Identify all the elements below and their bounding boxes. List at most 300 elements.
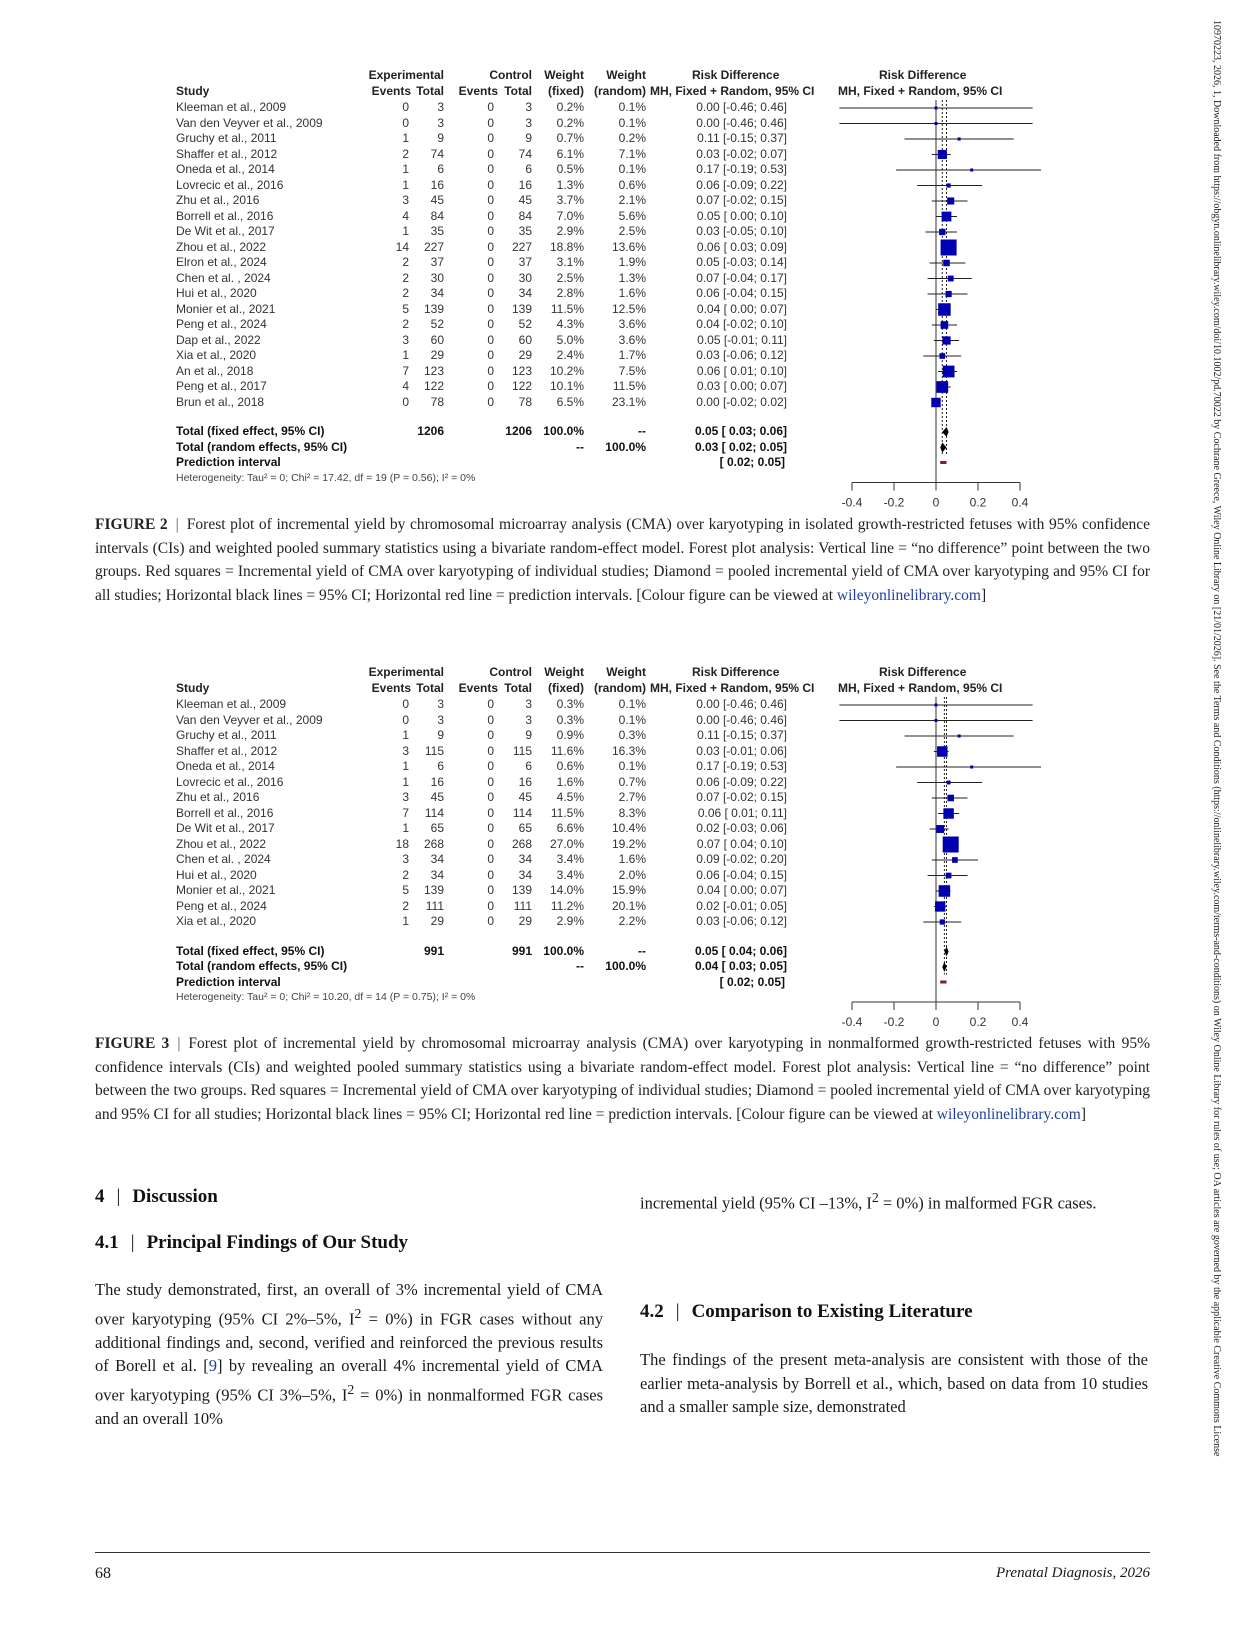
header-fixed: (fixed) (548, 84, 584, 98)
random-weight-fixed: -- (576, 959, 584, 973)
control-events: 0 (487, 790, 494, 804)
study-name: Zhu et al., 2016 (176, 790, 260, 804)
experimental-events: 0 (402, 394, 409, 409)
experimental-total: 16 (430, 177, 444, 192)
risk-difference: 0.00 [-0.46; 0.46] (696, 712, 787, 727)
risk-difference: 0.04 [-0.02; 0.10] (696, 317, 787, 331)
caption-separator: | (175, 516, 179, 533)
study-name: Lovrecic et al., 2016 (176, 774, 284, 789)
experimental-total: 3 (437, 712, 444, 727)
total-control: 1206 (505, 424, 532, 438)
study-name: Gruchy et al., 2011 (176, 728, 277, 742)
control-events: 0 (487, 162, 494, 176)
experimental-events: 1 (402, 162, 409, 176)
control-events: 0 (487, 394, 494, 409)
experimental-events: 3 (402, 852, 409, 866)
risk-difference: 0.11 [-0.15; 0.37] (697, 728, 787, 742)
weight-fixed: 2.5% (556, 270, 584, 285)
weight-random: 2.7% (618, 790, 646, 804)
weight-fixed: 6.1% (556, 146, 584, 161)
weight-fixed: 10.1% (549, 379, 584, 393)
weight-random: 0.2% (618, 131, 646, 145)
control-events: 0 (487, 898, 494, 913)
experimental-total: 123 (423, 363, 444, 378)
control-events: 0 (487, 146, 494, 161)
control-total: 9 (525, 131, 532, 145)
header-weight-fixed: Weight (544, 68, 584, 82)
control-events: 0 (487, 759, 494, 773)
random-weight-random: 100.0% (605, 959, 646, 973)
study-name: Kleeman et al., 2009 (176, 697, 287, 711)
control-total: 9 (525, 728, 532, 742)
study-name: Oneda et al., 2014 (176, 162, 275, 176)
risk-difference: 0.03 [-0.05; 0.10] (696, 224, 787, 238)
study-name: Oneda et al., 2014 (176, 759, 275, 773)
experimental-events: 1 (402, 728, 409, 742)
experimental-events: 1 (402, 131, 409, 145)
weight-random: 0.1% (618, 162, 646, 176)
total-control: 991 (511, 943, 532, 958)
header-rd-plot-method: MH, Fixed + Random, 95% CI (838, 681, 1003, 695)
weight-fixed: 11.5% (550, 805, 584, 820)
header-rd-plot-method: MH, Fixed + Random, 95% CI (838, 84, 1003, 98)
header-total-control: Total (504, 681, 532, 695)
risk-difference: 0.06 [-0.04; 0.15] (696, 286, 787, 300)
weight-random: 23.1% (611, 394, 646, 409)
weight-random: 0.3% (618, 728, 646, 742)
header-events: Events (371, 84, 411, 98)
heterogeneity-stats: Heterogeneity: Tau² = 0; Chi² = 17.42, df = 19 (P = 0.56); I² = 0% (176, 471, 476, 484)
control-events: 0 (487, 208, 494, 223)
experimental-events: 7 (402, 805, 409, 820)
experimental-events: 3 (402, 193, 409, 207)
weight-random: 3.6% (618, 317, 646, 331)
risk-difference: 0.03 [ 0.00; 0.07] (696, 379, 787, 393)
control-total: 115 (512, 743, 532, 758)
weight-fixed: 0.3% (556, 712, 584, 727)
control-total: 29 (518, 348, 532, 362)
experimental-events: 3 (402, 332, 409, 347)
prediction-interval-value: [ 0.02; 0.05] (719, 455, 785, 469)
study-name: Kleeman et al., 2009 (176, 100, 287, 114)
forest-plot-graphic (172, 68, 1052, 513)
risk-difference: 0.04 [ 0.00; 0.07] (696, 883, 787, 897)
experimental-total: 3 (437, 115, 444, 130)
weight-random: 5.6% (618, 208, 646, 223)
experimental-events: 7 (402, 363, 409, 378)
svg-text:-0.2: -0.2 (883, 1015, 905, 1029)
weight-random: 2.5% (618, 224, 646, 238)
svg-text:0.2: 0.2 (969, 1015, 987, 1029)
experimental-total: 9 (437, 728, 444, 742)
weight-fixed: 0.3% (556, 697, 584, 711)
section-4-1-paragraph: The study demonstrated, first, an overall of 3% incremental yield of CMA over karyotyping (95% CI 2%–5%, $I^2 = 0\%$) in FGR cases without any additional findings and, second, verified and reinforced the previous results of Borell et al. [9] by revealing an overall 4% incremental yield of CMA over karyotyping (95% CI 3%–5%, $I^2 = 0\%$) in nonmalformed FGR cases and an overall 10% (95, 1280, 603, 1428)
experimental-events: 0 (402, 712, 409, 727)
reference-link-9[interactable]: 9 (208, 1356, 218, 1375)
experimental-total: 34 (430, 852, 444, 866)
header-study: Study (176, 681, 210, 695)
weight-random: 0.1% (618, 759, 646, 773)
control-events: 0 (487, 728, 494, 742)
wiley-link[interactable]: wileyonlinelibrary.com (936, 1105, 1081, 1123)
header-fixed: (fixed) (548, 681, 584, 695)
experimental-total: 45 (430, 790, 444, 804)
experimental-events: 0 (402, 115, 409, 130)
study-name: Borrell et al., 2016 (176, 208, 274, 223)
control-events: 0 (487, 852, 494, 866)
header-experimental: Experimental (368, 68, 444, 82)
study-name: De Wit et al., 2017 (176, 821, 275, 835)
experimental-events: 1 (402, 224, 409, 238)
experimental-total: 60 (430, 332, 444, 347)
study-name: De Wit et al., 2017 (176, 224, 275, 238)
risk-difference: 0.03 [-0.01; 0.06] (696, 743, 787, 758)
header-experimental: Experimental (368, 665, 444, 679)
risk-difference: 0.02 [-0.03; 0.06] (696, 821, 787, 835)
wiley-link[interactable]: wileyonlinelibrary.com (836, 586, 981, 604)
header-control: Control (489, 665, 532, 679)
experimental-total: 114 (424, 805, 444, 820)
section-4-1-paragraph-continued: incremental yield (95% CI –13%, $I^2 = 0\%$) in malformed FGR cases. (640, 1190, 1097, 1213)
weight-random: 1.3% (618, 270, 646, 285)
experimental-total: 3 (437, 697, 444, 711)
control-total: 6 (525, 162, 532, 176)
experimental-events: 1 (402, 177, 409, 192)
control-events: 0 (487, 193, 494, 207)
control-total: 29 (518, 914, 532, 928)
control-events: 0 (487, 774, 494, 789)
weight-fixed: 1.3% (556, 177, 584, 192)
prediction-interval-value: [ 0.02; 0.05] (719, 974, 785, 989)
svg-text:-0.4: -0.4 (841, 495, 863, 510)
control-events: 0 (487, 332, 494, 347)
weight-random: 0.1% (618, 100, 646, 114)
experimental-events: 1 (402, 914, 409, 928)
page-number: 68 (95, 1565, 111, 1582)
total-weight-fixed: 100.0% (543, 424, 584, 438)
control-total: 6 (525, 759, 532, 773)
risk-difference: 0.17 [-0.19; 0.53] (696, 759, 787, 773)
weight-fixed: 11.6% (550, 743, 584, 758)
control-total: 34 (518, 867, 532, 882)
study-name: Gruchy et al., 2011 (176, 131, 277, 145)
svg-text:0: 0 (932, 1015, 940, 1029)
experimental-events: 2 (402, 867, 409, 882)
weight-random: 1.6% (618, 286, 646, 300)
control-total: 78 (518, 394, 532, 409)
experimental-events: 1 (402, 774, 409, 789)
svg-text:0.4: 0.4 (1011, 495, 1029, 510)
weight-fixed: 0.6% (556, 759, 584, 773)
experimental-events: 2 (402, 898, 409, 913)
header-total-control: Total (504, 84, 532, 98)
risk-difference: 0.05 [ 0.00; 0.10] (696, 208, 787, 223)
weight-fixed: 1.6% (556, 774, 584, 789)
svg-text:-0.4: -0.4 (841, 1015, 863, 1029)
weight-random: 1.6% (618, 852, 646, 866)
svg-text:0.4: 0.4 (1011, 1015, 1029, 1029)
control-total: 114 (512, 805, 532, 820)
experimental-events: 3 (402, 790, 409, 804)
control-events: 0 (487, 131, 494, 145)
weight-random: 0.1% (618, 697, 646, 711)
weight-fixed: 2.8% (556, 286, 584, 300)
control-total: 3 (525, 100, 532, 114)
control-total: 34 (518, 852, 532, 866)
experimental-total: 9 (437, 131, 444, 145)
experimental-events: 3 (402, 743, 409, 758)
header-random: (random) (594, 681, 646, 695)
weight-random: 3.6% (618, 332, 646, 347)
control-total: 84 (518, 208, 532, 223)
study-name: Brun et al., 2018 (176, 394, 265, 409)
weight-fixed: 7.0% (556, 208, 584, 223)
experimental-events: 4 (402, 208, 409, 223)
risk-difference: 0.07 [-0.02; 0.15] (696, 790, 787, 804)
experimental-total: 115 (424, 743, 444, 758)
weight-random: 1.7% (618, 348, 646, 362)
weight-fixed: 3.4% (556, 852, 584, 866)
study-name: Zhou et al., 2022 (176, 836, 267, 851)
weight-fixed: 6.6% (556, 821, 584, 835)
risk-difference: 0.05 [-0.01; 0.11] (697, 332, 787, 347)
control-total: 139 (511, 883, 532, 897)
weight-random: 11.5% (612, 379, 646, 393)
experimental-total: 45 (430, 193, 444, 207)
weight-fixed: 11.2% (550, 898, 584, 913)
download-notice: 10970223, 2026, 1, Downloaded from https://obgyn.onlinelibrary.wiley.com/doi/10.1002/pd.70022 by Cochrane Greece, Wiley Online Library on [21/01/2026]. See the Terms and Conditions (https://onlinelibrary.wiley.com/terms-and-conditions) on Wiley Online Library for rules of use; OA articles are governed by the applicable Creative Commons License (1211, 20, 1222, 1457)
risk-difference: 0.00 [-0.02; 0.02] (696, 394, 787, 409)
random-weight-fixed: -- (576, 439, 584, 454)
weight-random: 0.1% (618, 115, 646, 130)
weight-random: 15.9% (611, 883, 646, 897)
weight-fixed: 0.2% (556, 100, 584, 114)
risk-difference: 0.03 [-0.06; 0.12] (696, 914, 787, 928)
total-fixed-label: Total (fixed effect, 95% CI) (176, 943, 325, 958)
control-total: 52 (518, 317, 532, 331)
section-4-2-paragraph: The findings of the present meta-analysis are consistent with those of the earlier meta-analysis by Borrell et al., which, based on data from 10 studies and a smaller sample size, demonstrated (640, 1350, 1148, 1416)
weight-random: 13.6% (611, 239, 646, 254)
risk-difference: 0.06 [ 0.01; 0.11] (697, 805, 787, 820)
total-random-label: Total (random effects, 95% CI) (176, 959, 348, 973)
control-total: 30 (518, 270, 532, 285)
weight-random: 2.1% (618, 193, 646, 207)
risk-difference: 0.07 [-0.04; 0.17] (696, 270, 787, 285)
header-rd-method: MH, Fixed + Random, 95% CI (650, 84, 815, 98)
control-events: 0 (487, 836, 494, 851)
total-random-label: Total (random effects, 95% CI) (176, 439, 348, 454)
control-events: 0 (487, 317, 494, 331)
experimental-events: 5 (402, 883, 409, 897)
control-total: 111 (513, 898, 532, 913)
section-4-1-heading: 4.1 | Principal Findings of Our Study (95, 1232, 409, 1253)
experimental-total: 29 (430, 348, 444, 362)
study-name: Hui et al., 2020 (176, 286, 257, 300)
experimental-events: 0 (402, 697, 409, 711)
risk-difference: 0.03 [-0.06; 0.12] (696, 348, 787, 362)
total-weight-random: -- (638, 943, 646, 958)
control-events: 0 (487, 867, 494, 882)
control-events: 0 (487, 286, 494, 300)
control-events: 0 (487, 177, 494, 192)
control-events: 0 (487, 805, 494, 820)
total-weight-random: -- (638, 424, 646, 438)
experimental-total: 3 (437, 100, 444, 114)
control-events: 0 (487, 115, 494, 130)
header-events: Events (371, 681, 411, 695)
experimental-events: 2 (402, 146, 409, 161)
risk-difference: 0.06 [ 0.01; 0.10] (696, 363, 787, 378)
study-name: An et al., 2018 (176, 363, 254, 378)
study-name: Xia et al., 2020 (176, 914, 257, 928)
control-events: 0 (487, 363, 494, 378)
header-study: Study (176, 84, 210, 98)
study-name: Xia et al., 2020 (176, 348, 257, 362)
experimental-events: 5 (402, 301, 409, 316)
header-random: (random) (594, 84, 646, 98)
weight-fixed: 2.4% (556, 348, 584, 362)
header-risk-difference: Risk Difference (692, 665, 780, 679)
control-total: 139 (511, 301, 532, 316)
total-fixed-label: Total (fixed effect, 95% CI) (176, 424, 325, 438)
control-total: 122 (511, 379, 532, 393)
control-events: 0 (487, 348, 494, 362)
weight-random: 16.3% (611, 743, 646, 758)
risk-difference: 0.05 [-0.03; 0.14] (696, 255, 787, 269)
weight-fixed: 0.5% (556, 162, 584, 176)
risk-difference: 0.00 [-0.46; 0.46] (696, 115, 787, 130)
total-weight-fixed: 100.0% (543, 943, 584, 958)
control-total: 60 (518, 332, 532, 347)
experimental-total: 78 (430, 394, 444, 409)
experimental-total: 6 (437, 759, 444, 773)
weight-random: 19.2% (611, 836, 646, 851)
control-total: 74 (518, 146, 532, 161)
experimental-total: 84 (430, 208, 444, 223)
header-rd-method: MH, Fixed + Random, 95% CI (650, 681, 815, 695)
experimental-total: 111 (425, 898, 444, 913)
weight-random: 0.6% (618, 177, 646, 192)
experimental-total: 30 (430, 270, 444, 285)
control-events: 0 (487, 914, 494, 928)
footer-rule (95, 1552, 1150, 1553)
control-events: 0 (487, 379, 494, 393)
control-total: 45 (518, 193, 532, 207)
figure2-caption-text: Forest plot of incremental yield by chromosomal microarray analysis (CMA) over karyotyping in isolated growth-restricted fetuses with 95% confidence intervals (CIs) and weighted pooled summary statistics using a bivariate random-effect model. Forest plot analysis: Vertical line = “no difference” point between the two groups. Red squares = Incremental yield of CMA over karyotyping of individual studies; Diamond = pooled incremental yield of CMA over karyotyping and 95% CI for all studies; Horizontal black lines = 95% CI; Horizontal red line = prediction intervals. [Colour figure can be viewed at (95, 516, 1150, 604)
header-total: Total (416, 84, 444, 98)
weight-random: 12.5% (611, 301, 646, 316)
control-total: 3 (525, 115, 532, 130)
risk-difference: 0.07 [ 0.04; 0.10] (696, 836, 787, 851)
experimental-total: 35 (430, 224, 444, 238)
experimental-total: 34 (430, 867, 444, 882)
experimental-total: 6 (437, 162, 444, 176)
caption-separator: | (177, 1035, 181, 1052)
study-name: Peng et al., 2017 (176, 379, 267, 393)
control-events: 0 (487, 743, 494, 758)
study-name: Shaffer et al., 2012 (176, 743, 278, 758)
control-total: 123 (511, 363, 532, 378)
study-name: Hui et al., 2020 (176, 867, 257, 882)
svg-text:0: 0 (932, 495, 940, 510)
experimental-events: 2 (402, 317, 409, 331)
weight-fixed: 2.9% (556, 224, 584, 238)
experimental-events: 2 (402, 270, 409, 285)
control-total: 227 (511, 239, 532, 254)
control-events: 0 (487, 224, 494, 238)
risk-difference: 0.02 [-0.01; 0.05] (696, 898, 787, 913)
figure2-caption: FIGURE 2 | Forest plot of incremental yield by chromosomal microarray analysis (CMA) over karyotyping in isolated growth-restricted fetuses with 95% confidence intervals (CIs) and weighted pooled summary statistics using a bivariate random-effect model. Forest plot analysis: Vertical line = “no difference” point between the two groups. Red squares = Incremental yield of CMA over karyotyping of individual studies; Diamond = pooled incremental yield of CMA over karyotyping and 95% CI for all studies; Horizontal black lines = 95% CI; Horizontal red line = prediction intervals. [Colour figure can be viewed at wileyonlinelibrary.com] (95, 516, 1150, 604)
figure2-label: FIGURE 2 (95, 516, 168, 533)
experimental-total: 65 (430, 821, 444, 835)
control-events: 0 (487, 270, 494, 285)
study-name: Zhu et al., 2016 (176, 193, 260, 207)
figure3-caption: FIGURE 3 | Forest plot of incremental yield by chromosomal microarray analysis (CMA) over karyotyping in nonmalformed growth-restricted fetuses with 95% confidence intervals (CIs) and weighted pooled summary statistics using a bivariate random-effect model. Forest plot analysis: Vertical line = “no difference” point between the two groups. Red squares = Incremental yield of CMA over karyotyping of individual studies; Diamond = pooled incremental yield of CMA over karyotyping and 95% CI for all studies; Horizontal black lines = 95% CI; Horizontal red line = prediction intervals. [Colour figure can be viewed at wileyonlinelibrary.com] (95, 1035, 1150, 1123)
header-events-control: Events (458, 84, 498, 98)
study-name: Chen et al. , 2024 (176, 270, 271, 285)
section-4-heading: 4 | Discussion (95, 1186, 218, 1207)
header-control: Control (489, 68, 532, 82)
risk-difference: 0.03 [-0.02; 0.07] (696, 146, 787, 161)
prediction-interval-label: Prediction interval (176, 455, 281, 469)
study-name: Van den Veyver et al., 2009 (176, 115, 323, 130)
prediction-interval-label: Prediction interval (176, 974, 281, 989)
total-random-rd: 0.03 [ 0.02; 0.05] (694, 439, 787, 454)
study-name: Monier et al., 2021 (176, 301, 276, 316)
header-events-control: Events (458, 681, 498, 695)
control-events: 0 (487, 239, 494, 254)
control-events: 0 (487, 100, 494, 114)
study-name: Peng et al., 2024 (176, 317, 267, 331)
control-total: 65 (518, 821, 532, 835)
header-risk-difference-plot: Risk Difference (879, 665, 967, 679)
weight-random: 7.1% (618, 146, 646, 161)
control-events: 0 (487, 883, 494, 897)
weight-random: 7.5% (618, 363, 646, 378)
total-experimental: 991 (423, 943, 444, 958)
weight-fixed: 4.5% (556, 790, 584, 804)
study-name: Dap et al., 2022 (176, 332, 261, 347)
experimental-total: 34 (430, 286, 444, 300)
study-name: Shaffer et al., 2012 (176, 146, 278, 161)
experimental-total: 139 (423, 301, 444, 316)
experimental-events: 2 (402, 286, 409, 300)
experimental-events: 2 (402, 255, 409, 269)
experimental-total: 139 (423, 883, 444, 897)
control-total: 37 (518, 255, 532, 269)
weight-random: 10.4% (611, 821, 646, 835)
experimental-total: 16 (430, 774, 444, 789)
control-total: 16 (518, 177, 532, 192)
study-name: Chen et al. , 2024 (176, 852, 271, 866)
study-name: Van den Veyver et al., 2009 (176, 712, 323, 727)
experimental-total: 268 (423, 836, 444, 851)
figure3-forest-plot (172, 665, 1052, 1029)
figure3-label: FIGURE 3 (95, 1035, 170, 1052)
svg-text:0.2: 0.2 (969, 495, 987, 510)
header-total: Total (416, 681, 444, 695)
risk-difference: 0.06 [-0.04; 0.15] (696, 867, 787, 882)
experimental-events: 18 (395, 836, 409, 851)
header-weight-random: Weight (606, 665, 646, 679)
weight-random: 0.7% (618, 774, 646, 789)
weight-random: 20.1% (611, 898, 646, 913)
weight-random: 2.2% (618, 914, 646, 928)
control-total: 34 (518, 286, 532, 300)
header-risk-difference: Risk Difference (692, 68, 780, 82)
weight-fixed: 0.2% (556, 115, 584, 130)
weight-random: 2.0% (618, 867, 646, 882)
